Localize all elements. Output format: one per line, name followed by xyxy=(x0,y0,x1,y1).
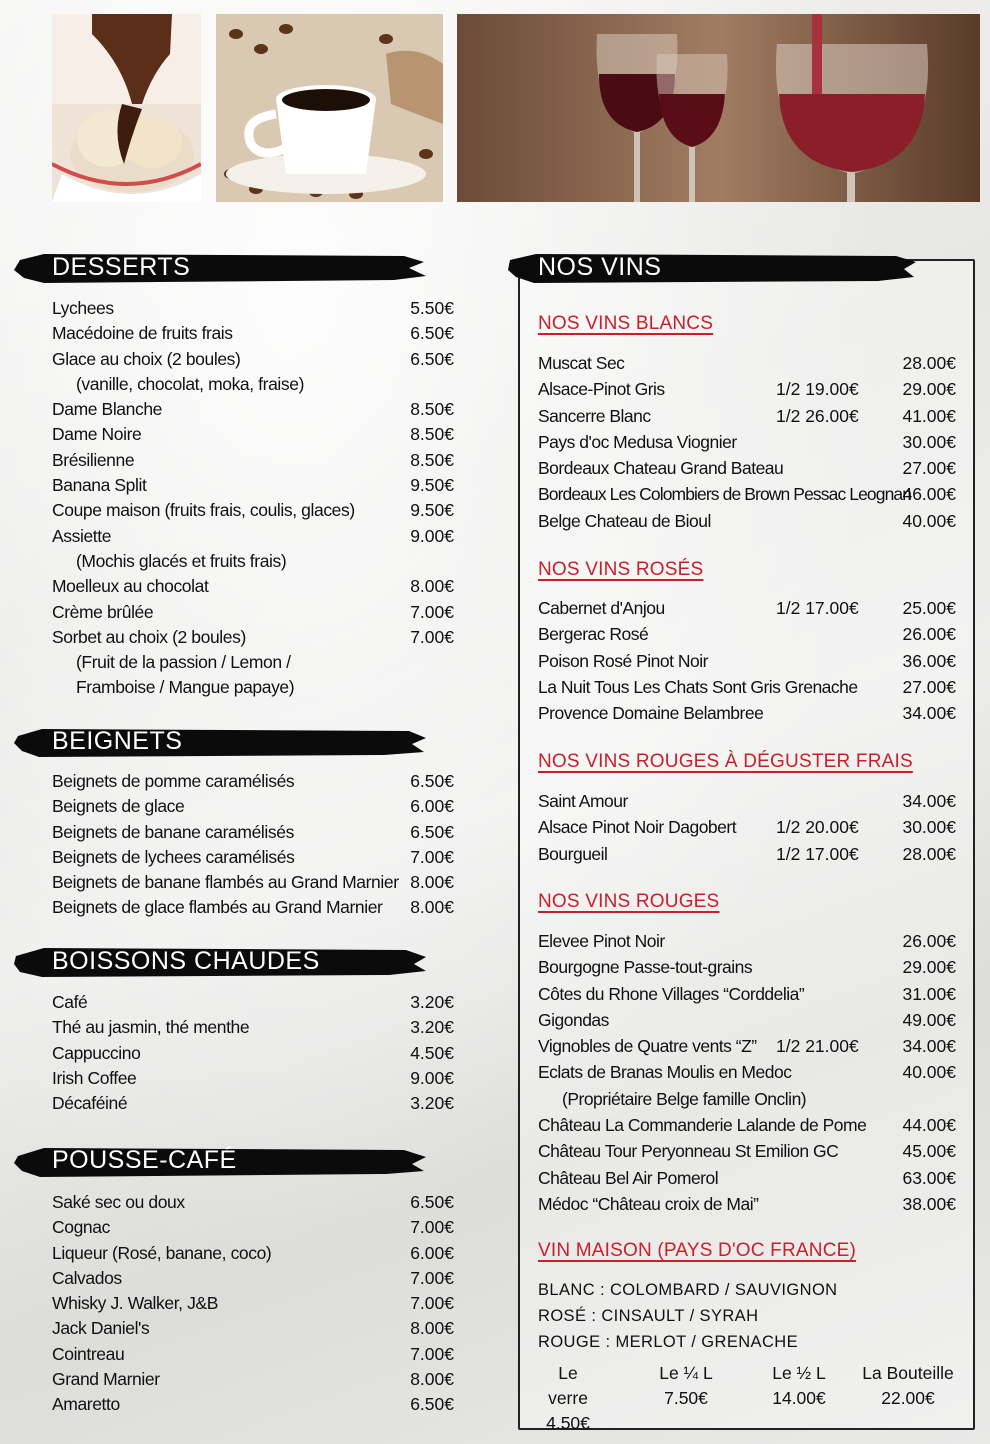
format-demi: Le ½ L 14.00€ xyxy=(772,1363,826,1408)
list-item: Brésilienne 8.50€ xyxy=(52,449,454,470)
beignets-list xyxy=(52,769,454,921)
list-item: Banana Split 9.50€ xyxy=(52,475,454,496)
dessert-photo xyxy=(52,14,201,202)
list-item: Coupe maison (fruits frais, coulis, glaces) 9.50€ xyxy=(52,500,454,521)
list-item: Alsace-Pinot Gris 1/2 19.00€ 29.00€ xyxy=(538,379,956,400)
coffee-photo xyxy=(216,14,443,202)
list-item: (Propriétaire Belge famille Onclin) xyxy=(562,1088,807,1109)
list-item: Beignets de glace 6.00€ xyxy=(52,796,454,817)
list-item: Crème brûlée 7.00€ xyxy=(52,601,454,622)
list-item: Macédoine de fruits frais 6.50€ xyxy=(52,323,454,344)
list-item: Jack Daniel's 8.00€ xyxy=(52,1318,454,1339)
vins-blancs-title: NOS VINS BLANCS xyxy=(538,313,714,334)
list-item: Cabernet d'Anjou 1/2 17.00€ 25.00€ xyxy=(538,598,956,618)
list-item: Belge Chateau de Bioul 40.00€ xyxy=(538,510,956,531)
format-verre: Le verre 4.50€ xyxy=(546,1363,590,1433)
list-item: (vanille, chocolat, moka, fraise) xyxy=(76,373,305,394)
boissons-title: BOISSONS CHAUDES xyxy=(52,947,320,975)
list-item: Beignets de banane caramélisés 6.50€ xyxy=(52,821,454,842)
vins-rouges-frais-title: NOS VINS ROUGES À DÉGUSTER FRAIS xyxy=(538,751,913,772)
vins-rouges-frais-list xyxy=(538,788,956,867)
list-item: Glace au choix (2 boules) 6.50€ xyxy=(52,348,454,369)
format-bouteille: La Bouteille 22.00€ xyxy=(862,1363,954,1408)
list-item: Beignets de banane flambés au Grand Marnier 8.00€ xyxy=(52,872,454,893)
list-item: Eclats de Branas Moulis en Medoc 40.00€ xyxy=(538,1062,956,1083)
list-item: Beignets de lychees caramélisés 7.00€ xyxy=(52,846,454,867)
list-item: Pays d'oc Medusa Viognier 30.00€ xyxy=(538,431,956,452)
list-item: Château Bel Air Pomerol 63.00€ xyxy=(538,1167,956,1188)
list-item: Cointreau 7.00€ xyxy=(52,1343,454,1364)
list-item: Cognac 7.00€ xyxy=(52,1217,454,1238)
list-item: Amaretto 6.50€ xyxy=(52,1394,454,1415)
vins-rouges-list xyxy=(538,928,956,1217)
list-item: Assiette 9.00€ xyxy=(52,525,454,546)
list-item: Vignobles de Quatre vents “Z” 1/2 21.00€ 34.00€ xyxy=(538,1036,956,1057)
desserts-heading xyxy=(14,250,426,286)
vins-title: NOS VINS xyxy=(538,253,662,281)
vins-rouges-title: NOS VINS ROUGES xyxy=(538,891,720,912)
list-item: Sorbet au choix (2 boules) 7.00€ xyxy=(52,626,454,647)
list-item: Lychees 5.50€ xyxy=(52,298,454,318)
vins-roses-list xyxy=(538,595,956,726)
list-item: Bourgueil 1/2 17.00€ 28.00€ xyxy=(538,843,956,864)
list-item: Bergerac Rosé 26.00€ xyxy=(538,624,956,645)
list-item: Muscat Sec 28.00€ xyxy=(538,353,956,373)
list-item: Irish Coffee 9.00€ xyxy=(52,1067,454,1088)
list-item: Beignets de pomme caramélisés 6.50€ xyxy=(52,771,454,791)
vin-maison-rose: ROSÉ : CINSAULT / SYRAH xyxy=(538,1307,759,1325)
list-item: Château La Commanderie Lalande de Pome 44.00€ xyxy=(538,1115,956,1136)
boissons-heading xyxy=(14,944,426,980)
list-item: Bordeaux Chateau Grand Bateau 27.00€ xyxy=(538,458,956,479)
list-item: Dame Blanche 8.50€ xyxy=(52,399,454,420)
desserts-title: DESSERTS xyxy=(52,253,191,281)
desserts-list xyxy=(52,296,454,701)
list-item: Beignets de glace flambés au Grand Marnier 8.00€ xyxy=(52,897,454,918)
list-item: Saint Amour 34.00€ xyxy=(538,791,956,811)
list-item: Côtes du Rhone Villages “Corddelia” 31.00€ xyxy=(538,983,956,1004)
vins-heading xyxy=(508,250,916,286)
list-item: La Nuit Tous Les Chats Sont Gris Grenache 27.00€ xyxy=(538,676,956,697)
list-item: Sancerre Blanc 1/2 26.00€ 41.00€ xyxy=(538,405,956,426)
list-item: Alsace Pinot Noir Dagobert 1/2 20.00€ 30.00€ xyxy=(538,817,956,838)
list-item: Café 3.20€ xyxy=(52,992,454,1012)
beignets-heading xyxy=(14,724,426,760)
list-item: Thé au jasmin, thé menthe 3.20€ xyxy=(52,1017,454,1038)
list-item: Whisky J. Walker, J&B 7.00€ xyxy=(52,1293,454,1314)
boissons-list xyxy=(52,990,454,1116)
vins-roses-title: NOS VINS ROSÉS xyxy=(538,559,704,580)
list-item: Saké sec ou doux 6.50€ xyxy=(52,1192,454,1212)
list-item: Médoc “Château croix de Mai” 38.00€ xyxy=(538,1193,956,1214)
list-item: Dame Noire 8.50€ xyxy=(52,424,454,445)
list-item: Cappuccino 4.50€ xyxy=(52,1042,454,1063)
list-item: Liqueur (Rosé, banane, coco) 6.00€ xyxy=(52,1242,454,1263)
list-item: Elevee Pinot Noir 26.00€ xyxy=(538,931,956,951)
list-item: Calvados 7.00€ xyxy=(52,1267,454,1288)
pousse-heading xyxy=(14,1143,426,1179)
list-item: Décaféiné 3.20€ xyxy=(52,1093,454,1114)
list-item: Château Tour Peryonneau St Emilion GC 45.00€ xyxy=(538,1141,956,1162)
vin-maison-rouge: ROUGE : MERLOT / GRENACHE xyxy=(538,1333,798,1351)
vin-maison-blanc: BLANC : COLOMBARD / SAUVIGNON xyxy=(538,1281,838,1299)
list-item: Provence Domaine Belambree 34.00€ xyxy=(538,703,956,724)
list-item: Grand Marnier 8.00€ xyxy=(52,1369,454,1390)
list-item: Gigondas 49.00€ xyxy=(538,1009,956,1030)
vin-maison-title: VIN MAISON (PAYS D'OC FRANCE) xyxy=(538,1240,857,1261)
list-item: Bourgogne Passe-tout-grains 29.00€ xyxy=(538,957,956,978)
list-item: (Fruit de la passion / Lemon / xyxy=(76,652,291,673)
vins-blancs-list xyxy=(538,350,956,534)
list-item: Framboise / Mangue papaye) xyxy=(76,677,295,698)
list-item: Poison Rosé Pinot Noir 36.00€ xyxy=(538,650,956,671)
list-item: Bordeaux Les Colombiers de Brown Pessac Leognan 46.00€ xyxy=(538,484,956,505)
pousse-title: POUSSE-CAFÉ xyxy=(52,1146,237,1174)
wine-photo xyxy=(457,14,980,202)
list-item: Moelleux au chocolat 8.00€ xyxy=(52,576,454,597)
beignets-title: BEIGNETS xyxy=(52,727,183,755)
pousse-list xyxy=(52,1190,454,1418)
list-item: (Mochis glacés et fruits frais) xyxy=(76,550,287,571)
vin-maison-formats xyxy=(538,1361,956,1433)
format-quart: Le ¼ L 7.50€ xyxy=(659,1363,713,1408)
